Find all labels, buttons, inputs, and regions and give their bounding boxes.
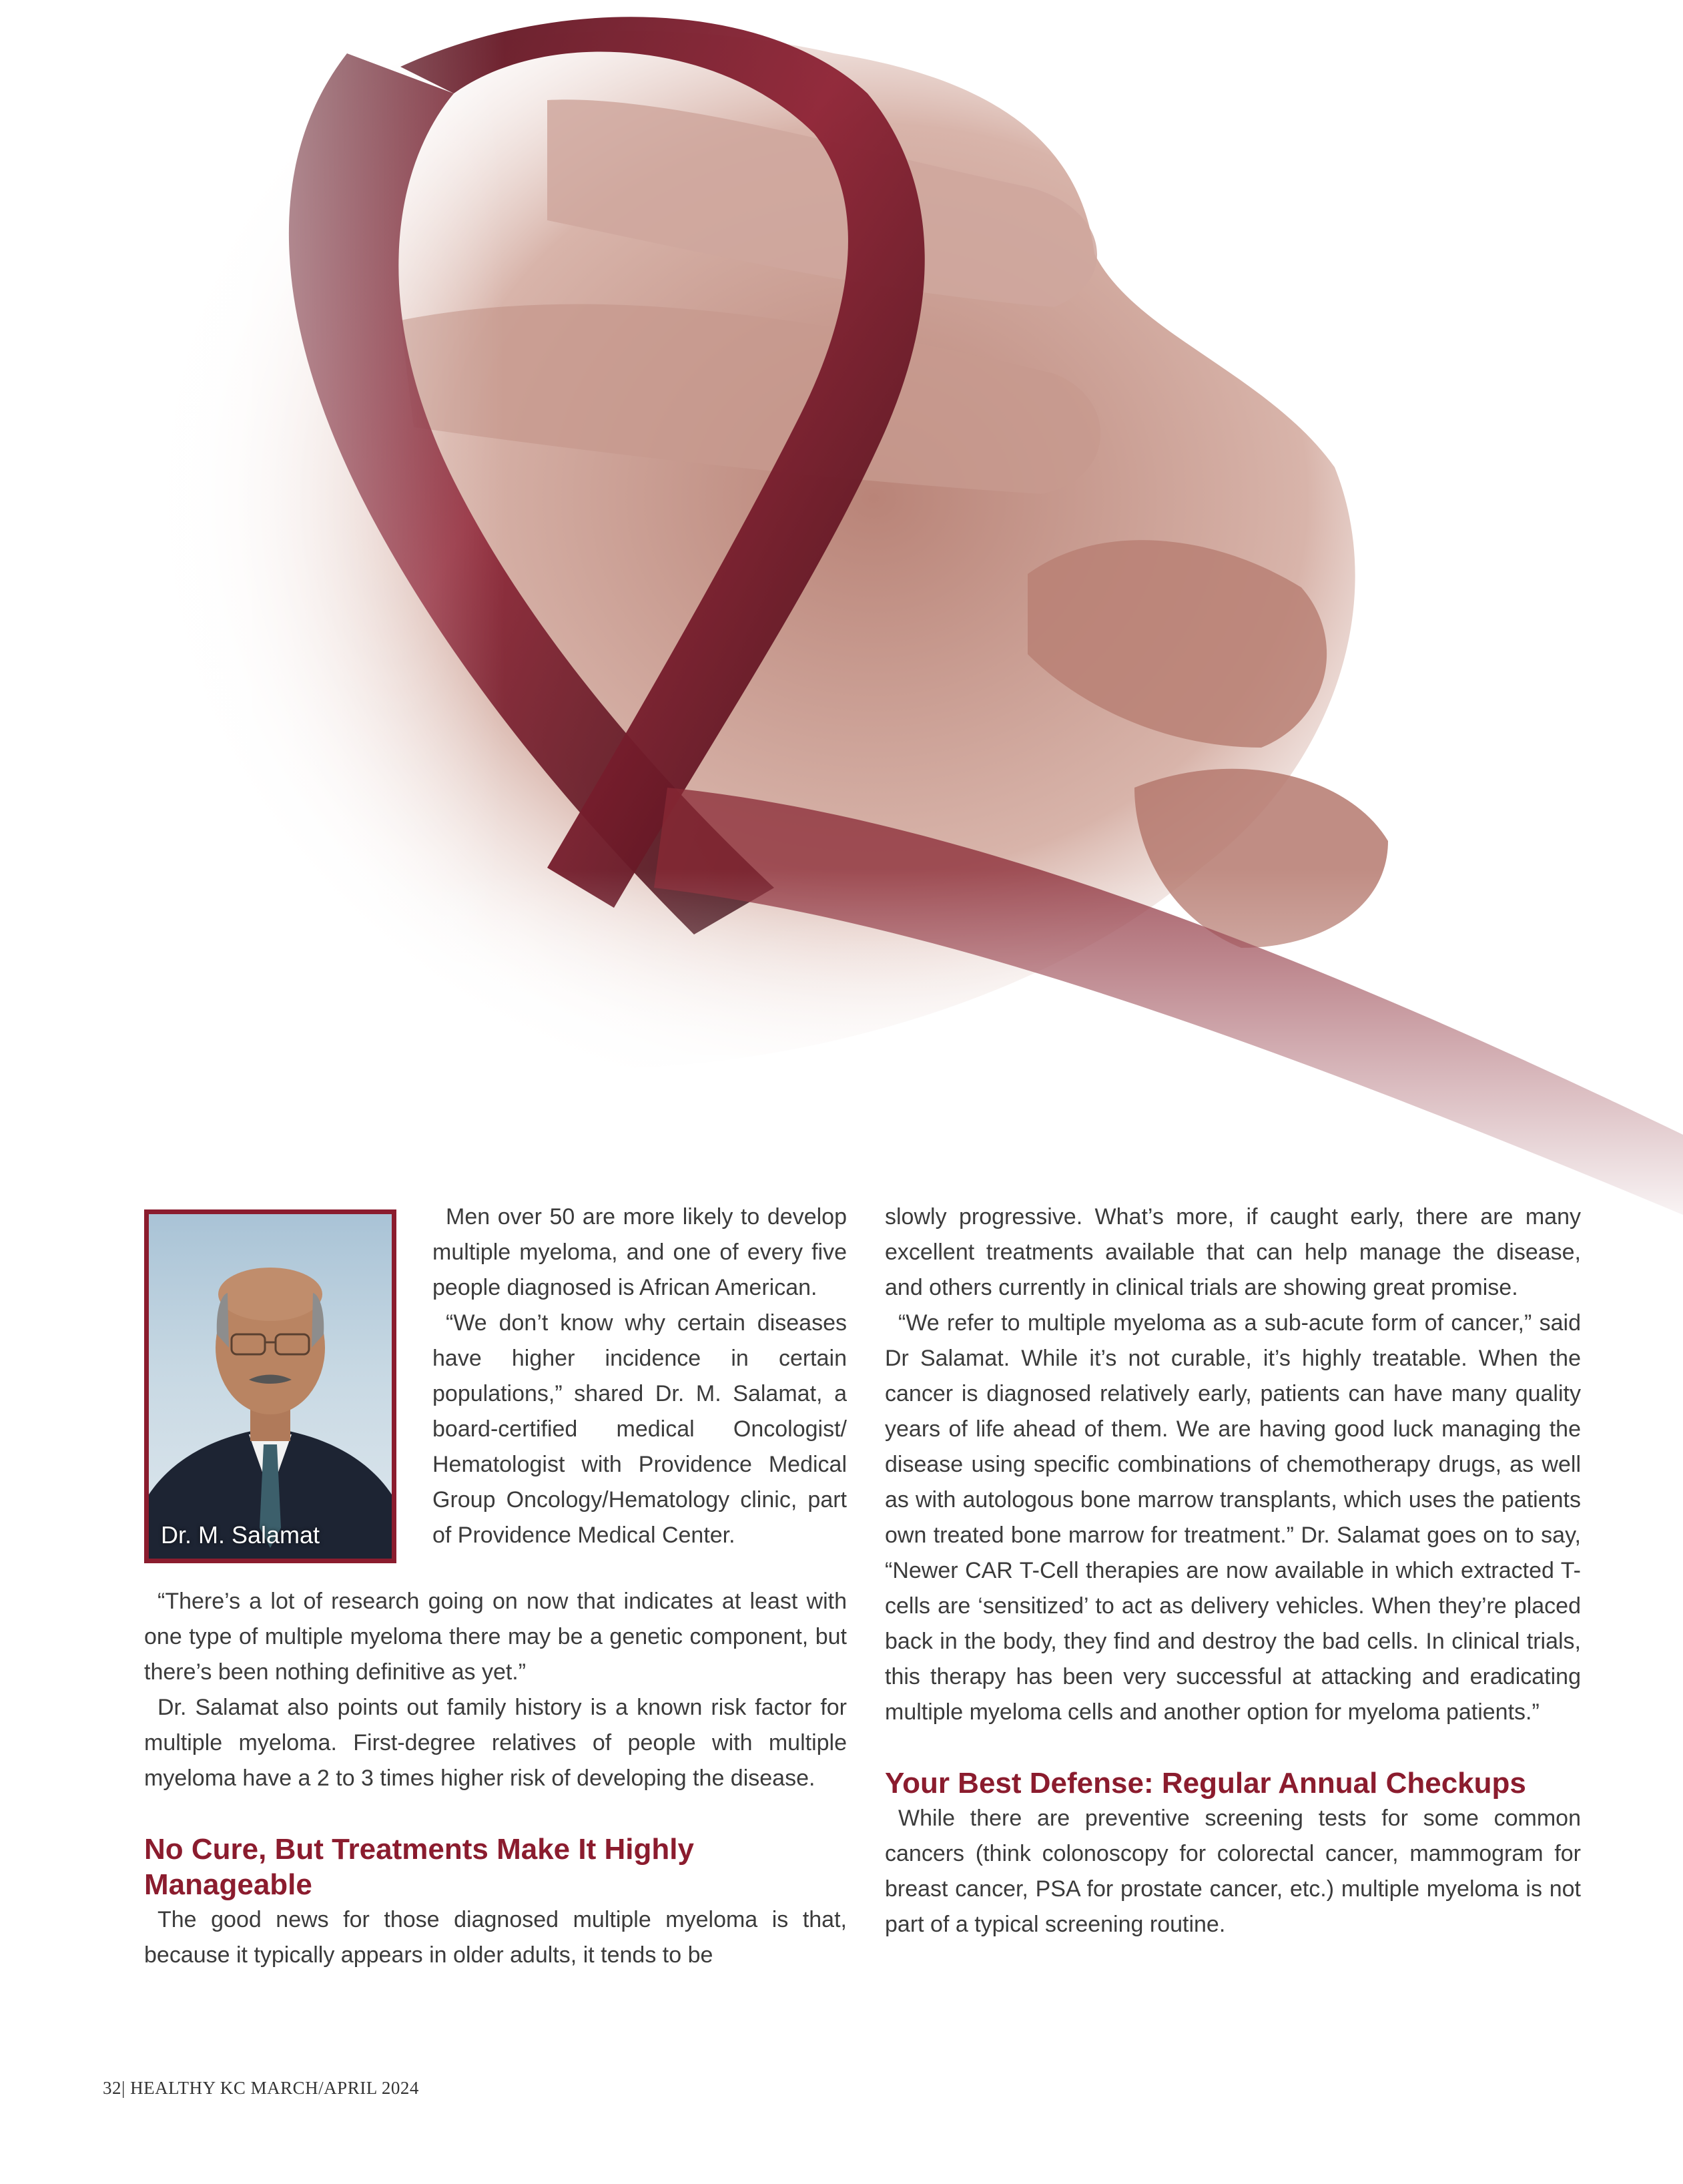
photo-caption: Dr. M. Salamat (161, 1521, 320, 1549)
paragraph: slowly progressive. What’s more, if caught early, there are many excellent treatments available that can help manage the disease, and others currently in clinical trials are showing great promise. (885, 1204, 1581, 1300)
column-1-bottom (144, 1584, 847, 1973)
paragraph: “We refer to multiple myeloma as a sub-acute form of cancer,” said Dr Salamat. While it’s not curable, it’s highly treatable. When the cancer is diagnosed relatively early, patients can have many quality years of life ahead of them. We are having good luck managing the disease using specific combinations of chemotherapy drugs, as well as with autologous bone marrow transplants, which uses the patients own treated bone marrow for treatment.” Dr. Salamat goes on to say, “Newer CAR T-Cell therapies are now available in which extracted T-cells are ‘sensitized’ to act as delivery vehicles. When they’re placed back in the body, they find and destroy the bad cells. In clinical trials, this therapy has been very successful at attacking and eradicating multiple myeloma cells and another option for myeloma patients.” (885, 1310, 1581, 1725)
section-heading: No Cure, But Treatments Make It Highly Manageable (144, 1833, 694, 1901)
doctor-portrait-image (149, 1214, 392, 1559)
column-2 (885, 1199, 1581, 1942)
paragraph: Men over 50 are more likely to develop multiple myeloma, and one of every five people diagnosed is African American. (432, 1204, 847, 1300)
section-heading: Your Best Defense: Regular Annual Checkups (885, 1767, 1526, 1800)
doctor-photo (144, 1209, 396, 1563)
paragraph: “There’s a lot of research going on now that indicates at least with one type of multiple myeloma there may be a genetic component, but there’s been nothing definitive as yet.” (144, 1589, 847, 1685)
paragraph: “We don’t know why certain diseases have higher incidence in certain populations,” shared Dr. M. Salamat, a board-certified medical Oncologist/ Hematologist with Providence Medical Group Oncology/Hematology clinic, part of Providence Medical Center. (432, 1310, 847, 1548)
page-footer: 32| HEALTHY KC MARCH/APRIL 2024 (103, 2078, 419, 2098)
column-1-top (432, 1199, 847, 1553)
paragraph: The good news for those diagnosed multiple myeloma is that, because it typically appears in older adults, it tends to be (144, 1907, 847, 1968)
paragraph: While there are preventive screening tests for some common cancers (think colonoscopy for colorectal cancer, mammogram for breast cancer, PSA for prostate cancer, etc.) multiple myeloma is not part of a typical screening routine. (885, 1806, 1581, 1937)
paragraph: Dr. Salamat also points out family history is a known risk factor for multiple myeloma. First-degree relatives of people with multiple myeloma have a 2 to 3 times higher risk of developing the disease. (144, 1695, 847, 1791)
